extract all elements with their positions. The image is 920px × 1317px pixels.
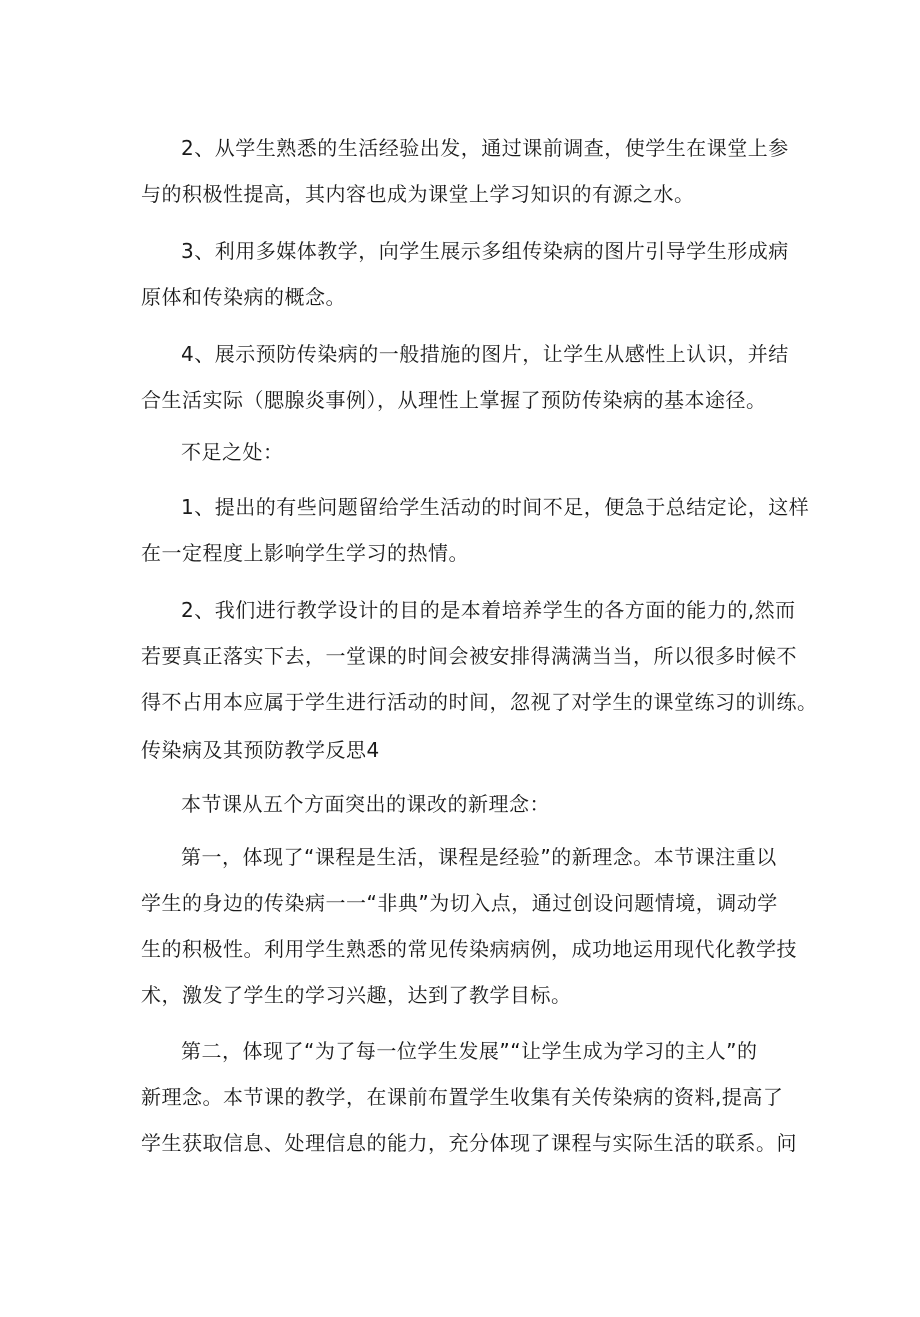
- text-line: 4、展示预防传染病的一般措施的图片，让学生从感性上认识，并结: [181, 342, 789, 366]
- text-line: 与的积极性提高，其内容也成为课堂上学习知识的有源之水。: [141, 182, 695, 206]
- text-line: 1、提出的有些问题留给学生活动的时间不足，便急于总结定论，这样: [181, 495, 810, 519]
- section-heading: 不足之处：: [181, 440, 284, 464]
- text-line: 在一定程度上影响学生学习的热情。: [141, 541, 469, 565]
- text-line: 学生获取信息、处理信息的能力，充分体现了课程与实际生活的联系。问: [141, 1131, 797, 1155]
- text-line: 2、我们进行教学设计的目的是本着培养学生的各方面的能力的,然而: [181, 598, 796, 622]
- text-line: 若要真正落实下去，一堂课的时间会被安排得满满当当，所以很多时候不: [141, 644, 797, 668]
- article-title: 传染病及其预防教学反思4: [141, 738, 380, 762]
- text-line: 第二，体现了“为了每一位学生发展”“让学生成为学习的主人”的: [181, 1039, 758, 1063]
- text-line: 学生的身边的传染病一一“非典”为切入点，通过创设问题情境，调动学: [141, 891, 778, 915]
- text-line: 2、从学生熟悉的生活经验出发，通过课前调查，使学生在课堂上参: [181, 136, 789, 160]
- text-line: 生的积极性。利用学生熟悉的常见传染病病例，成功地运用现代化教学技: [141, 937, 797, 961]
- text-line: 新理念。本节课的教学，在课前布置学生收集有关传染病的资料,提高了: [141, 1085, 784, 1109]
- text-line: 原体和传染病的概念。: [141, 285, 346, 309]
- text-line: 得不占用本应属于学生进行活动的时间，忽视了对学生的课堂练习的训练。: [141, 690, 818, 714]
- text-line: 本节课从五个方面突出的课改的新理念：: [181, 792, 550, 816]
- text-line: 第一，体现了“课程是生活，课程是经验”的新理念。本节课注重以: [181, 845, 777, 869]
- text-line: 3、利用多媒体教学，向学生展示多组传染病的图片引导学生形成病: [181, 239, 789, 263]
- text-line: 合生活实际（腮腺炎事例），从理性上掌握了预防传染病的基本途径。: [141, 388, 767, 412]
- text-line: 术，激发了学生的学习兴趣，达到了教学目标。: [141, 983, 572, 1007]
